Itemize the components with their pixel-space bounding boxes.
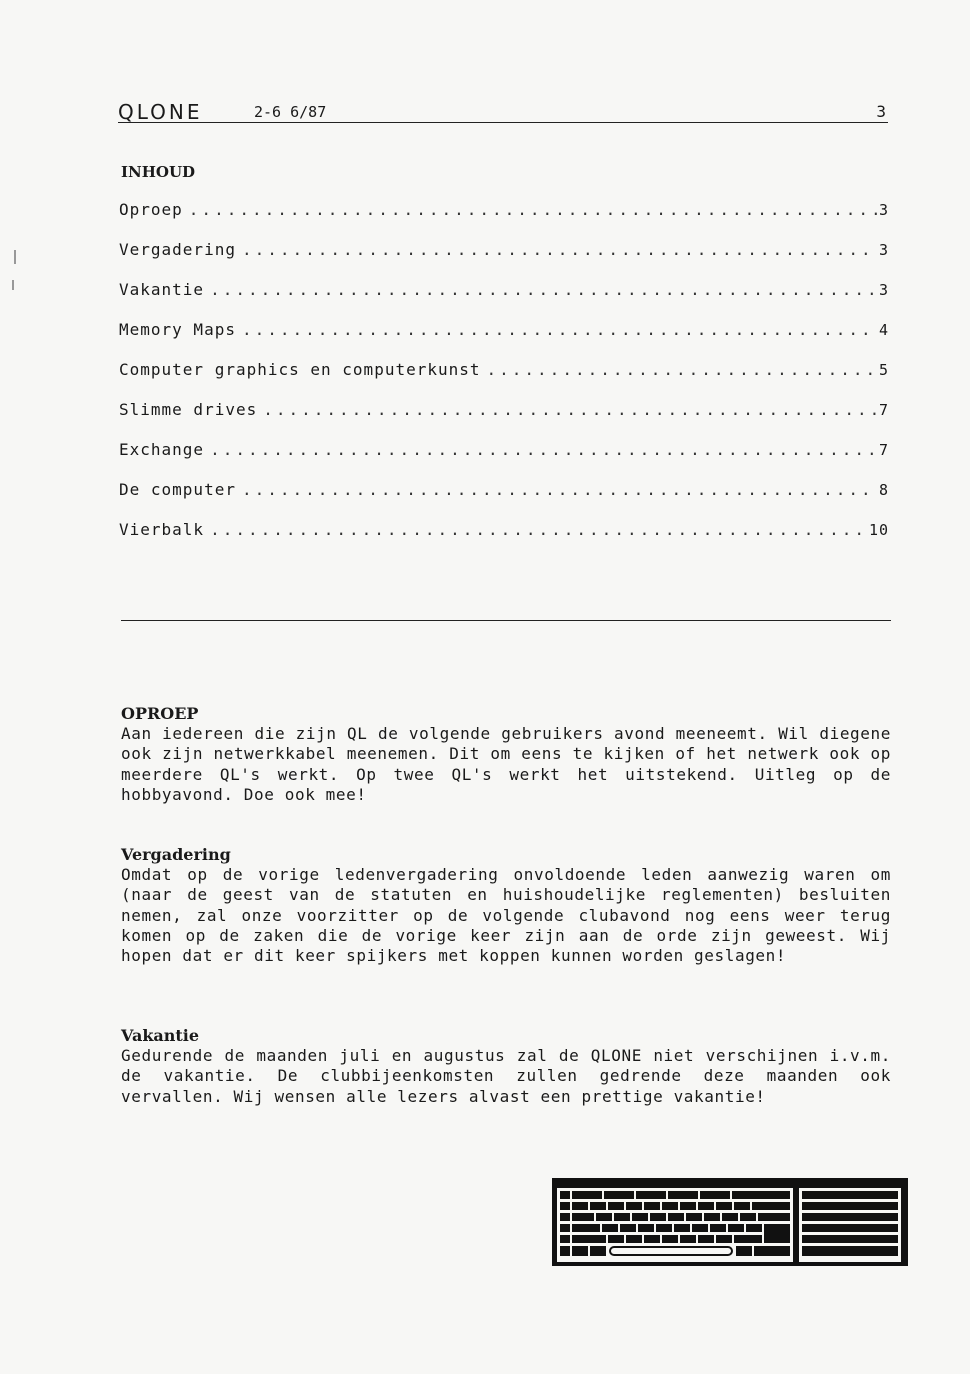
toc-entry (119, 440, 889, 480)
scan-mark (14, 250, 16, 264)
magazine-title: QLONE (118, 100, 203, 124)
section-oproep (121, 704, 891, 805)
toc-entry-label: Slimme drives (119, 400, 258, 419)
toc-entry-label: Vergadering (119, 240, 236, 259)
toc-entry-page: 3 (878, 241, 889, 259)
toc-entry-page: 3 (878, 281, 889, 299)
section-heading: Vakantie (121, 1026, 200, 1045)
toc-entry (119, 480, 889, 520)
section-vergadering (121, 845, 891, 966)
toc-entry-label: Memory Maps (119, 320, 236, 339)
toc-heading: INHOUD (121, 163, 196, 181)
toc-entry (119, 520, 889, 560)
toc-entry-page: 7 (878, 401, 889, 419)
toc-entry-page: 3 (878, 201, 889, 219)
toc-leader-dots (487, 360, 877, 379)
toc-entry (119, 200, 889, 240)
toc-leader-dots (242, 320, 877, 339)
toc-entry-label: De computer (119, 480, 236, 499)
toc-entry (119, 240, 889, 280)
keyboard-icon (552, 1178, 908, 1266)
toc-entry-page: 7 (878, 441, 889, 459)
scan-mark (12, 280, 14, 290)
toc-entry-label: Vierbalk (119, 520, 205, 539)
toc-leader-dots (189, 200, 877, 219)
page-number: 3 (876, 102, 886, 121)
table-of-contents (119, 200, 889, 560)
toc-entry (119, 320, 889, 360)
toc-entry-label: Oproep (119, 200, 183, 219)
toc-leader-dots (263, 400, 877, 419)
toc-entry (119, 360, 889, 400)
toc-entry (119, 400, 889, 440)
section-heading: OPROEP (121, 704, 199, 723)
toc-leader-dots (210, 440, 877, 459)
toc-entry-page: 4 (878, 321, 889, 339)
toc-entry-label: Computer graphics en computerkunst (119, 360, 481, 379)
toc-entry-label: Vakantie (119, 280, 205, 299)
toc-entry-label: Exchange (119, 440, 205, 459)
toc-entry (119, 280, 889, 320)
toc-entry-page: 5 (878, 361, 889, 379)
toc-leader-dots (210, 520, 867, 539)
section-body: Aan iedereen die zijn QL de volgende gebruikers avond meeneemt. Wil diegene ook zijn netwerkkabel meenemen. Dit om eens te kijken of het netwerk ook op meerdere QL's werkt. Op twee QL's werkt het uitstekend. Uitleg op de hobbyavond. Doe ook mee! (121, 724, 891, 804)
toc-leader-dots (210, 280, 877, 299)
section-body: Omdat op de vorige ledenvergadering onvoldoende leden aanwezig waren om (naar de geest van de statuten en huishoudelijke reglementen) besluiten nemen, zal onze voorzitter op de volgende clubavond nog eens weer terug komen op de zaken die de vorige keer zijn aan de orde zijn geweest. Wij hopen dat er dit keer spijkers met koppen kunnen worden geslagen! (121, 865, 891, 966)
toc-leader-dots (242, 240, 877, 259)
issue-number: 2-6 6/87 (254, 103, 327, 121)
page-header (118, 100, 888, 123)
section-body: Gedurende de maanden juli en augustus zal de QLONE niet verschijnen i.v.m. de vakantie. De clubbijeenkomsten zullen gedrende deze maanden ook vervallen. Wij wensen alle lezers alvast een prettige vakantie! (121, 1046, 891, 1106)
toc-entry-page: 8 (878, 481, 889, 499)
toc-entry-page: 10 (868, 521, 889, 539)
section-vakantie (121, 1026, 891, 1107)
section-heading: Vergadering (121, 845, 231, 864)
section-divider (121, 620, 891, 621)
toc-leader-dots (242, 480, 877, 499)
